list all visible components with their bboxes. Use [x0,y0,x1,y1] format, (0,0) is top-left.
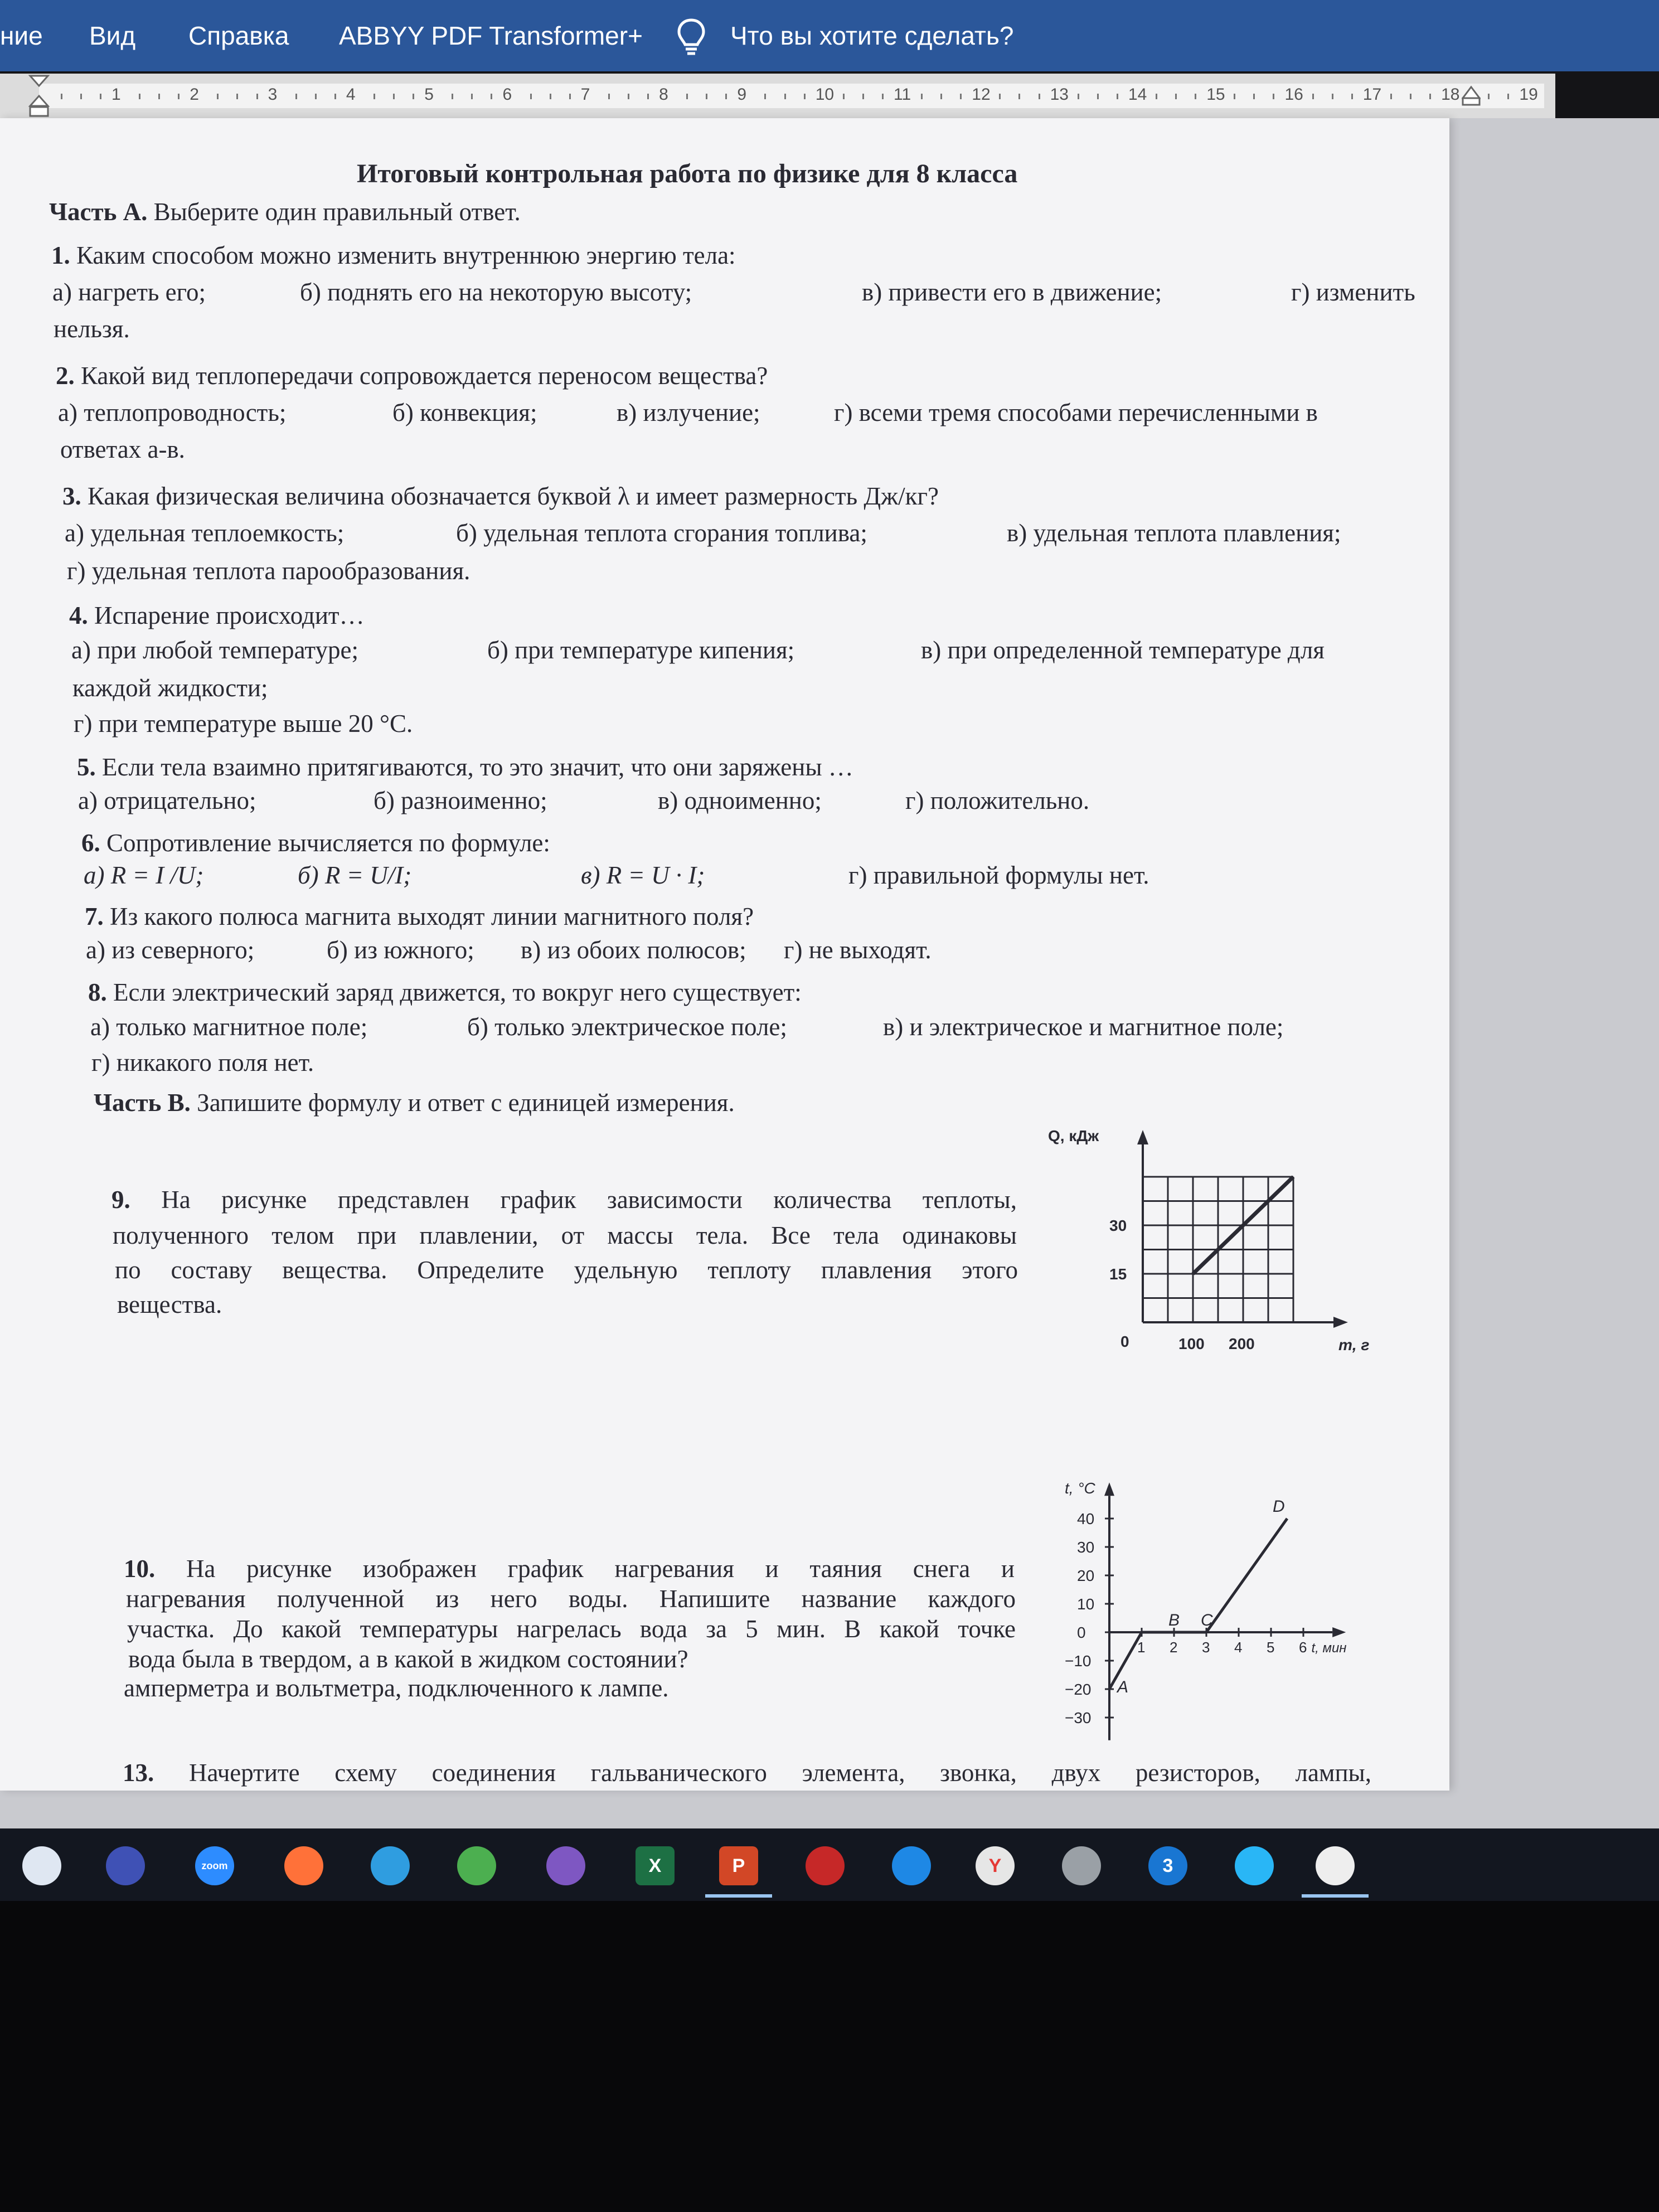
question-10-line: участка. До какой температуры нагрелась вода за 5 мин. В какой точке [127,1615,1016,1643]
question-number: 8. [88,978,107,1006]
ruler-number: 12 [972,85,991,104]
y-tick-label: 0 [1077,1624,1086,1641]
menu-item-abbyy[interactable]: ABBYY PDF Transformer+ [339,21,643,50]
ruler-number: 11 [894,85,911,104]
chrome-icon[interactable] [1316,1846,1355,1885]
part-b-heading [94,1087,735,1118]
ruler-tick [686,94,688,99]
ruler-tick [1039,94,1040,99]
ruler-tick [882,94,884,99]
windows-taskbar [0,1828,1659,1901]
ruler-tick [1195,94,1196,99]
ruler-tick [139,94,140,99]
ruler-tick [295,94,297,99]
lightbulb-icon [676,18,707,57]
horizontal-ruler[interactable] [0,74,1555,119]
ruler-tick [1078,94,1079,99]
y-tick-label: −10 [1065,1652,1092,1670]
y-tick-label: 30 [1109,1217,1127,1234]
y-axis-arrow-icon [1104,1482,1114,1496]
heating-melting-chart [1048,1355,1371,1745]
x-axis-label: t, мин [1311,1641,1347,1656]
ruler-tick [921,94,923,99]
ruler-number: 14 [1128,85,1147,104]
question-number: 13. [123,1759,154,1787]
ruler-tick [999,94,1001,99]
origin-label: 0 [1120,1333,1129,1350]
y-tick-label: 15 [1109,1265,1127,1283]
question-9-line: полученного телом при плавлении, от массы тела. Все тела одинаковы [113,1221,1017,1249]
part-a-heading [49,196,521,227]
option-b: б) R = U/I; [298,861,412,889]
question-number: 6. [81,829,100,857]
ruler-number: 1 [111,85,121,104]
question-7 [85,901,754,932]
ruler-tick [706,94,707,99]
ruler-tick [236,94,238,99]
menu-bar [0,0,1659,71]
question-text: На рисунке представлен график зависимости количества теплоты, [161,1186,1017,1214]
document-title: Итоговый контрольная работа по физике для 8 класса [357,159,1018,188]
option-b: б) конвекция; [392,399,537,426]
ruler-number: 19 [1519,85,1538,104]
ruler-tick [647,94,649,99]
option-a: а) удельная теплоемкость; [65,519,345,547]
ruler-number: 8 [659,85,668,104]
y-tick-label: 40 [1077,1510,1095,1527]
x-tick-label: 1 [1137,1639,1146,1656]
ruler-tick [373,94,375,99]
option-c: в) R = U · I; [581,861,705,889]
ruler-tick [569,94,571,99]
document-page[interactable] [0,118,1449,1791]
ruler-tick [491,94,492,99]
ruler-tick [1351,94,1353,99]
x-tick-label: 100 [1178,1335,1205,1352]
ruler-number: 10 [815,85,835,104]
three-icon[interactable] [1148,1846,1187,1885]
question-9-line: по составу вещества. Определите удельную теплоту плавления этого [115,1256,1018,1284]
question-text: Сопротивление вычисляется по формуле: [106,829,550,857]
ruler-tick [1429,94,1431,99]
question-number: 1. [51,241,70,269]
question-1 [51,240,736,271]
option-b: б) только электрическое поле; [467,1013,787,1041]
zoom-glyph: zoom [201,1860,228,1871]
firefox-icon[interactable] [284,1846,323,1885]
point-labels [1116,1497,1285,1696]
y-axis-label: Q, кДж [1048,1127,1099,1144]
x-axis-label: m, г [1338,1336,1370,1354]
zoom-icon[interactable] [195,1846,234,1885]
point-label-a: A [1117,1678,1129,1696]
chart-axes [1104,1482,1346,1740]
y-tick-label: 30 [1077,1539,1095,1556]
question-4 [69,600,365,631]
ruler-tick [804,94,806,99]
option-d: г) всеми тремя способами перечисленными в [834,399,1318,426]
x-tick-label: 5 [1267,1639,1275,1656]
ruler-tick [393,94,395,99]
ruler-tick [628,94,629,99]
question-13-line-2: амперметра и вольтметра, подключенного к лампе. [124,1674,669,1702]
x-axis-arrow-icon [1332,1627,1346,1637]
question-text: Если тела взаимно притягиваются, то это значит, что они заряжены … [102,753,853,781]
option-a: а) отрицательно; [78,787,256,814]
series-line [1109,1519,1287,1689]
option-b: б) удельная теплота сгорания топлива; [456,519,867,547]
right-indent-marker-icon[interactable] [1462,85,1481,107]
excel-glyph: X [648,1855,662,1876]
y-axis-label: t, °С [1065,1479,1095,1497]
point-label-c: C [1201,1611,1213,1629]
option-c: в) из обоих полюсов; [521,936,746,964]
question-text: Если электрический заряд движется, то вокруг него существует: [113,978,802,1006]
ruler-text-area [39,84,1544,108]
yandex-icon[interactable] [976,1846,1015,1885]
x-tick-label: 6 [1299,1639,1307,1656]
ruler-tick [764,94,766,99]
question-4-option-d: г) при температуре выше 20 °С. [74,710,413,738]
option-c: в) удельная теплота плавления; [1007,519,1341,547]
ruler-tick [1018,94,1020,99]
option-a: а) только магнитное поле; [90,1013,368,1041]
y-tick-label: 20 [1077,1567,1095,1584]
ruler-tick [158,94,160,99]
ruler-tick [1332,94,1333,99]
question-8 [88,977,802,1008]
question-10-line [124,1553,1015,1584]
ruler-tick [1488,94,1490,99]
question-1-continuation: нельзя. [54,315,130,343]
ruler-tick [471,94,473,99]
ruler-tick [80,94,82,99]
option-a: а) теплопроводность; [58,399,287,426]
option-c: в) одноименно; [658,787,822,814]
ruler-number: 5 [424,85,434,104]
option-d: г) положительно. [905,787,1090,814]
ruler-tick [1097,94,1099,99]
ruler-tick [452,94,453,99]
ruler-tick [413,94,414,99]
three-glyph: 3 [1162,1855,1173,1876]
y-axis-arrow-icon [1137,1130,1148,1144]
question-6 [81,827,550,858]
menu-item-insert[interactable]: ние [0,21,43,50]
question-13-line [123,1757,1371,1788]
point-label-d: D [1273,1497,1285,1516]
ruler-number: 7 [580,85,590,104]
option-c: в) привести его в движение; [862,278,1162,306]
y-tick-label: −30 [1065,1709,1092,1726]
question-number: 2. [56,362,75,390]
x-tick-label: 200 [1229,1335,1255,1352]
ruler-tick [862,94,864,99]
option-b: б) разноименно; [373,787,547,814]
question-number: 7. [85,903,104,930]
indent-marker-icon[interactable] [27,74,51,118]
ruler-tick [100,94,101,99]
menu-item-help[interactable]: Справка [188,21,289,50]
option-d: г) правильной формулы нет. [848,861,1149,889]
option-a: а) при любой температуре; [71,636,358,664]
powerpoint-glyph: P [732,1855,745,1876]
paint-icon[interactable] [457,1846,496,1885]
option-b: б) поднять его на некоторую высоту; [300,278,692,306]
ruler-tick [61,94,62,99]
monitor-bezel [0,1901,1659,2212]
ruler-number: 9 [737,85,747,104]
option-b: б) из южного; [327,936,474,964]
option-c: в) излучение; [617,399,760,426]
question-text: Какая физическая величина обозначается буквой λ и имеет размерность Дж/кг? [88,482,939,510]
ruler-number: 3 [268,85,278,104]
ruler-tick [725,94,727,99]
document-canvas [0,118,1659,1828]
app-icon[interactable] [371,1846,410,1885]
question-2-continuation: ответах а-в. [60,435,185,463]
powerpoint-icon[interactable] [719,1846,758,1885]
ruler-tick [178,94,180,99]
ruler-tick [530,94,532,99]
x-tick-label: 4 [1234,1639,1243,1656]
camera-icon[interactable] [806,1846,845,1885]
chat-icon[interactable] [1235,1846,1274,1885]
question-text: Какой вид теплопередачи сопровождается переносом вещества? [81,362,768,390]
music-icon[interactable] [1062,1846,1101,1885]
ruler-tick [608,94,610,99]
ruler-tick [1273,94,1274,99]
tell-me-search[interactable]: Что вы хотите сделать? [730,21,1014,50]
ruler-tick [1117,94,1118,99]
option-d: г) изменить [1291,278,1415,306]
question-number: 4. [69,601,88,629]
option-a: а) нагреть его; [52,278,206,306]
x-axis-arrow-icon [1333,1317,1348,1328]
question-9-line: вещества. [117,1291,222,1318]
option-c: в) при определенной температуре для [921,636,1325,664]
part-b-instruction: Запишите формулу и ответ с единицей измерения. [197,1089,735,1117]
option-c: в) и электрическое и магнитное поле; [883,1013,1284,1041]
browser-icon[interactable] [106,1846,145,1885]
start-icon[interactable] [22,1846,61,1885]
part-b-label: Часть В. [94,1089,191,1117]
option-a: а) R = I /U; [84,861,204,889]
ruler-tick [940,94,942,99]
ruler-tick [1507,94,1509,99]
question-8-continuation: г) никакого поля нет. [91,1049,314,1076]
ruler-tick [784,94,786,99]
menu-item-view[interactable]: Вид [89,21,136,50]
ruler-number: 4 [346,85,356,104]
question-10-line: нагревания полученной из него воды. Напишите название каждого [126,1585,1016,1613]
question-9-line [111,1184,1017,1215]
heat-mass-chart [1031,1122,1377,1367]
ruler-tick [315,94,317,99]
x-tick-label: 2 [1170,1639,1178,1656]
ruler-tick [960,94,962,99]
y-tick-label: 10 [1077,1595,1095,1613]
question-number: 10. [124,1555,156,1583]
question-text: На рисунке изображен график нагревания и таяния снега и [186,1555,1015,1583]
ruler-tick [217,94,219,99]
option-a: а) из северного; [86,936,255,964]
ruler-tick [1156,94,1157,99]
ruler-tick [1410,94,1411,99]
question-number: 5. [77,753,96,781]
ruler-tick [256,94,258,99]
ruler-tick [1175,94,1177,99]
part-a-instruction: Выберите один правильный ответ. [153,198,521,226]
excel-icon[interactable] [636,1846,675,1885]
ruler-tick [1234,94,1235,99]
question-text: Каким способом можно изменить внутреннюю энергию тела: [76,241,736,269]
question-text: Из какого полюса магнита выходят линии магнитного поля? [110,903,754,930]
question-10-line: вода была в твердом, а в какой в жидком состоянии? [128,1645,688,1673]
part-a-label: Часть А. [49,198,148,226]
y-tick-label: −20 [1065,1681,1092,1698]
ruler-tick [1390,94,1392,99]
question-text: Испарение происходит… [94,601,365,629]
active-app-indicator [1302,1894,1369,1898]
ruler-number: 15 [1206,85,1225,104]
point-label-b: B [1168,1611,1180,1629]
question-number: 9. [111,1186,130,1214]
ruler-tick [1312,94,1314,99]
option-d: г) не выходят. [784,936,932,964]
x-tick-label: 3 [1202,1639,1210,1656]
question-number: 3. [62,482,81,510]
ruler-number: 2 [190,85,199,104]
drop-icon[interactable] [546,1846,585,1885]
question-3 [62,481,939,512]
option-b: б) при температуре кипения; [487,636,795,664]
question-5 [77,751,853,783]
question-text: Начертите схему соединения гальванического элемента, звонка, двух резисторов, лампы, [188,1759,1372,1787]
ruler-tick [1253,94,1255,99]
ruler-number: 17 [1362,85,1382,104]
ruler-tick [334,94,336,99]
ruler-number: 6 [502,85,512,104]
ruler-number: 18 [1441,85,1460,104]
question-4-continuation: каждой жидкости; [72,674,268,702]
question-3-continuation: г) удельная теплота парообразования. [67,557,470,585]
monitor-icon[interactable] [892,1846,931,1885]
ruler-number: 16 [1284,85,1303,104]
ruler-number: 13 [1050,85,1069,104]
yandex-glyph: Y [988,1855,1002,1876]
active-app-indicator [705,1894,772,1898]
ruler-tick [550,94,551,99]
chart-series [1109,1519,1287,1689]
question-2 [56,360,768,391]
ruler-tick [843,94,845,99]
